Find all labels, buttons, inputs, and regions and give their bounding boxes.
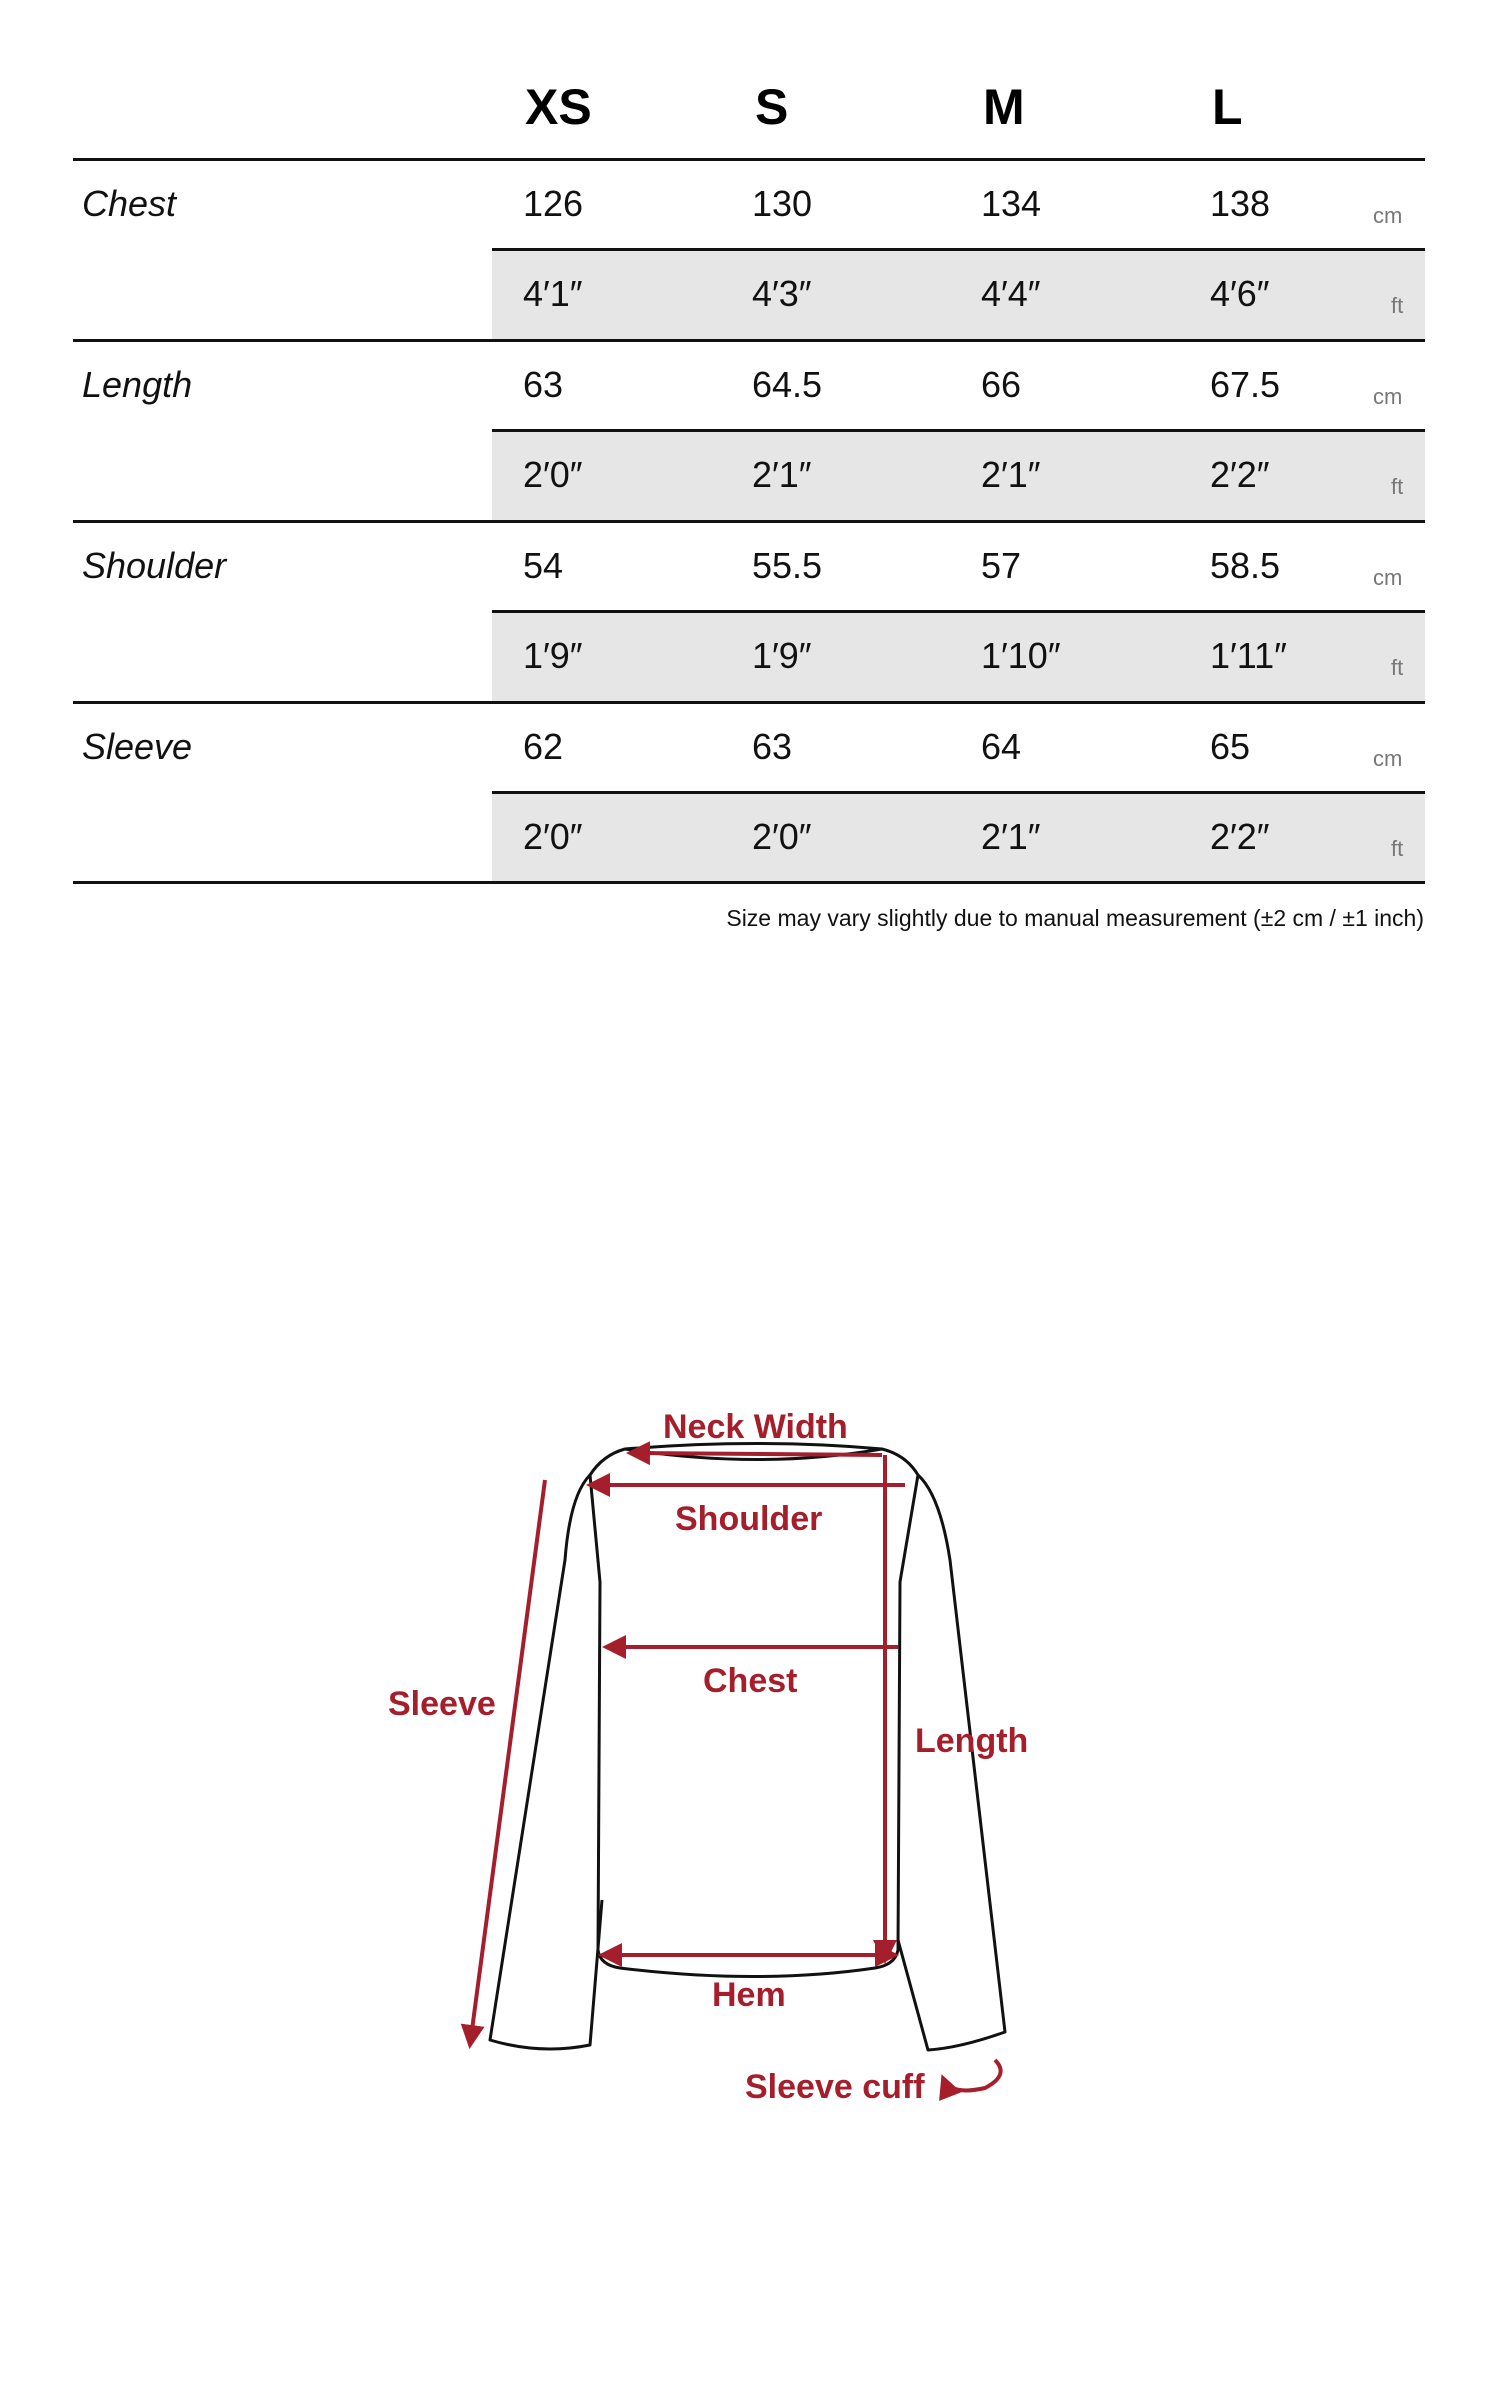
shoulder-ft-m: 1′10″ — [981, 635, 1061, 676]
sleeve-unit-ft: ft — [1391, 836, 1404, 861]
label-sleeve: Sleeve — [388, 1685, 496, 1723]
measurement-note: Size may vary slightly due to manual measurement (±2 cm / ±1 inch) — [726, 905, 1424, 931]
chest-cm-xs: 126 — [523, 183, 584, 224]
label-hem: Hem — [712, 1976, 786, 2014]
length-unit-ft: ft — [1391, 474, 1404, 499]
chest-ft-m: 4′4″ — [981, 273, 1041, 314]
shoulder-ft-s: 1′9″ — [752, 635, 812, 676]
chest-cm-m: 134 — [981, 183, 1042, 224]
length-unit-cm: cm — [1373, 384, 1403, 409]
sleeve-cm-s: 63 — [752, 726, 793, 767]
shoulder-ft-xs: 1′9″ — [523, 635, 583, 676]
row-label-length: Length — [82, 364, 193, 405]
length-ft-xs: 2′0″ — [523, 454, 583, 495]
size-header-m: M — [983, 79, 1025, 135]
sleeve-ft-l: 2′2″ — [1210, 816, 1270, 857]
size-header-xs: XS — [525, 79, 592, 135]
sleeve-cm-m: 64 — [981, 726, 1022, 767]
size-header-l: L — [1212, 79, 1243, 135]
sleeve-unit-cm: cm — [1373, 746, 1403, 771]
chest-ft-l: 4′6″ — [1210, 273, 1270, 314]
length-cm-m: 66 — [981, 364, 1022, 405]
label-sleeve-cuff: Sleeve cuff — [745, 2068, 925, 2106]
shoulder-ft-l: 1′11″ — [1210, 635, 1287, 676]
chest-cm-l: 138 — [1210, 183, 1271, 224]
shoulder-cm-s: 55.5 — [752, 545, 823, 586]
chest-cm-s: 130 — [752, 183, 813, 224]
label-length: Length — [915, 1722, 1029, 1760]
sleeve-ft-s: 2′0″ — [752, 816, 812, 857]
sleeve-ft-xs: 2′0″ — [523, 816, 583, 857]
shoulder-cm-m: 57 — [981, 545, 1022, 586]
sleeve-cm-l: 65 — [1210, 726, 1251, 767]
length-cm-s: 64.5 — [752, 364, 823, 405]
label-shoulder: Shoulder — [675, 1500, 823, 1538]
right-sleeve — [898, 1475, 1005, 2050]
neck-width-arrow — [630, 1453, 882, 1455]
shoulder-cm-l: 58.5 — [1210, 545, 1281, 586]
sleeve-cm-xs: 62 — [523, 726, 564, 767]
sleeve-ft-m: 2′1″ — [981, 816, 1041, 857]
chest-ft-s: 4′3″ — [752, 273, 812, 314]
row-label-chest: Chest — [82, 183, 177, 224]
row-label-shoulder: Shoulder — [82, 545, 227, 586]
label-chest: Chest — [703, 1662, 798, 1700]
length-ft-m: 2′1″ — [981, 454, 1041, 495]
row-label-sleeve: Sleeve — [82, 726, 193, 767]
length-cm-xs: 63 — [523, 364, 564, 405]
shoulder-unit-cm: cm — [1373, 565, 1403, 590]
sleeve-cuff-arrow — [943, 2060, 1001, 2090]
length-ft-l: 2′2″ — [1210, 454, 1270, 495]
chest-unit-ft: ft — [1391, 293, 1404, 318]
shoulder-cm-xs: 54 — [523, 545, 564, 586]
length-ft-s: 2′1″ — [752, 454, 812, 495]
chest-unit-cm: cm — [1373, 203, 1403, 228]
shoulder-unit-ft: ft — [1391, 655, 1404, 680]
size-header-s: S — [755, 79, 789, 135]
length-cm-l: 67.5 — [1210, 364, 1281, 405]
chest-ft-xs: 4′1″ — [523, 273, 583, 314]
label-neck-width: Neck Width — [663, 1408, 848, 1446]
